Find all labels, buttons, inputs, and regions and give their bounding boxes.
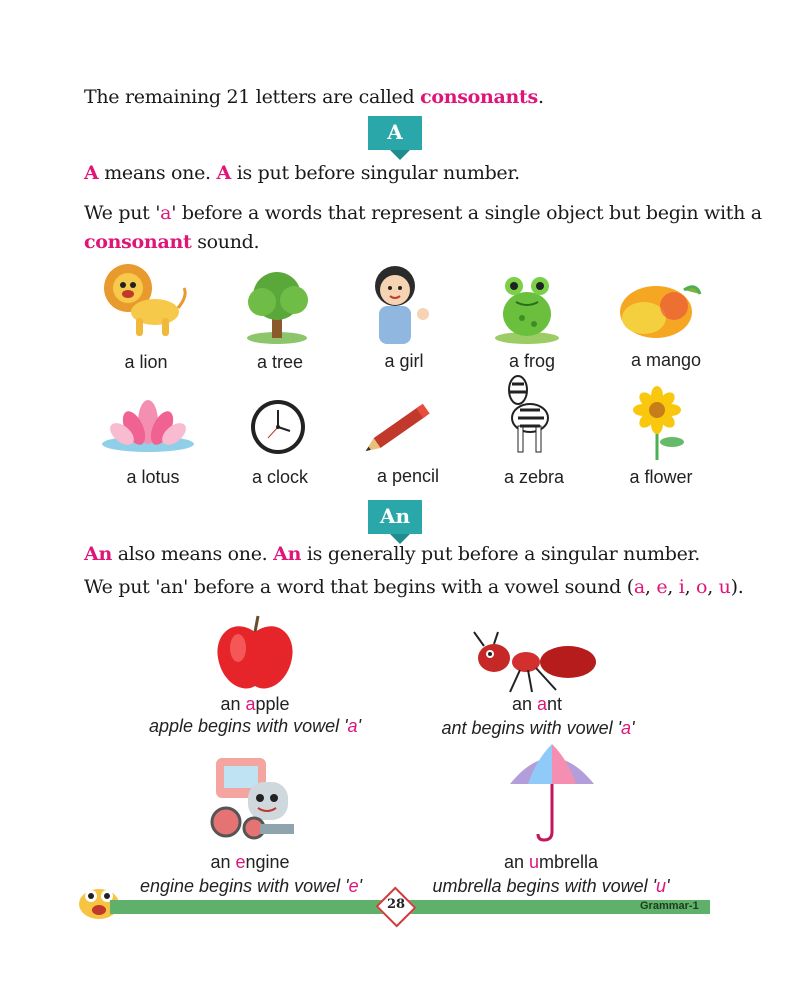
note-text: ant begins with vowel ' [441,718,622,738]
item-caption-flower: a flower [629,467,693,487]
item-caption-girl: a girl [384,351,424,371]
a-line1-text: means one. [98,162,217,184]
vowel-u: u [718,576,731,598]
girl-image [365,262,435,350]
an-line1-text2: is generally put before a singular number. [301,543,700,565]
umbrella-image [506,740,598,844]
a-line-2 [84,202,762,224]
an-line-1 [84,543,700,565]
note-end: ' [357,716,361,736]
article: an [511,694,537,714]
apple-image [212,612,298,694]
a-line-1 [84,162,520,184]
note-vowel: a [621,718,632,738]
word-rest: ngine [245,852,290,872]
a-article: a [160,202,172,224]
engine-label [185,852,315,873]
frog-image [492,268,562,346]
clock-image [246,398,310,456]
note-end: ' [631,718,635,738]
vowel-e: e [656,576,668,598]
umbrella-label [486,852,616,873]
item-caption-lotus: a lotus [126,467,180,487]
engine-note [126,876,376,897]
apple-note [140,716,370,737]
intro-line [84,86,544,108]
lotus-image [98,392,198,454]
lion-image [100,260,190,340]
note-end: ' [358,876,363,896]
consonants-word: consonants [420,86,538,108]
vowel-a: a [633,576,645,598]
note-vowel: e [348,876,359,896]
pencil-image [358,398,442,456]
note-text: umbrella begins with vowel ' [432,876,657,896]
an-line2-end: ). [730,576,744,598]
item-caption-lion: a lion [124,352,168,372]
vowel-o: o [696,576,708,598]
zebra-image [498,374,562,456]
flower-image [622,386,692,460]
an-word: An [84,543,112,565]
item-caption-clock: a clock [251,467,309,487]
ant-label [472,694,602,715]
book-title: Grammar-1 [640,900,699,912]
vowel-sep: , [667,576,679,598]
word-rest: mbrella [539,852,599,872]
consonant-word: consonant [84,231,192,253]
item-caption-zebra: a zebra [503,467,565,487]
note-text: engine begins with vowel ' [139,876,349,896]
item-caption-mango: a mango [630,350,702,370]
word-rest: pple [255,694,290,714]
a-word: A [216,162,231,184]
an-line2-text: We put 'an' before a word that begins with a vowel sound ( [84,576,634,598]
item-caption-tree: a tree [256,352,304,372]
word-rest: nt [547,694,563,714]
mango-image [614,276,704,342]
intro-suffix: . [537,86,544,108]
initial-vowel: a [537,694,548,714]
initial-vowel: a [245,694,256,714]
umbrella-note [420,876,682,897]
item-caption-pencil: a pencil [376,466,440,486]
a-line2-text2: ' before a words that represent a single object but begin with a [171,202,762,224]
section-tag-a: A [368,116,422,150]
article: an [220,694,246,714]
section-tag-an: An [368,500,422,534]
an-word: An [273,543,302,565]
an-line-2 [84,576,743,598]
note-vowel: a [347,716,358,736]
vowel-sep: , [707,576,719,598]
a-line-3 [84,231,259,253]
a-line3-text: sound. [191,231,260,253]
note-end: ' [666,876,670,896]
note-text: apple begins with vowel ' [148,716,348,736]
intro-text: The remaining 21 letters are called [84,86,421,108]
note-vowel: u [656,876,667,896]
vowel-sep: , [684,576,697,598]
a-line1-text2: is put before singular number. [230,162,520,184]
vowel-sep: , [644,576,657,598]
an-line1-text: also means one. [111,543,274,565]
engine-image [204,752,304,844]
article: an [503,852,529,872]
vowel-i: i [678,576,685,598]
initial-vowel: u [528,852,539,872]
ant-note [428,718,648,739]
tree-image [240,268,315,348]
apple-label [190,694,320,715]
a-word: A [84,162,99,184]
page-number: 28 [386,897,406,912]
initial-vowel: e [235,852,246,872]
item-caption-frog: a frog [508,351,556,371]
a-line2-text: We put ' [84,202,161,224]
article: an [210,852,236,872]
ant-image [470,630,600,696]
